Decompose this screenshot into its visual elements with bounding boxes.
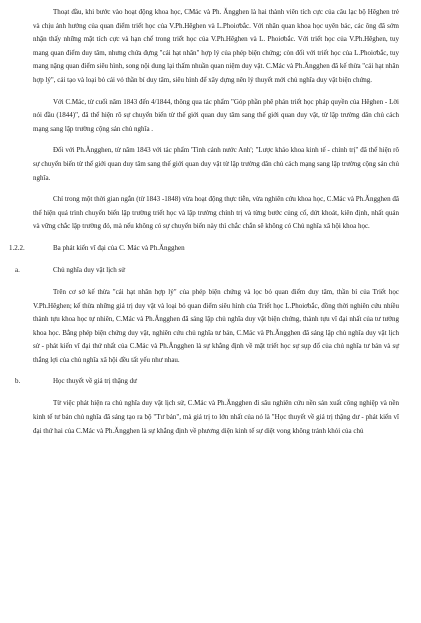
paragraph-engels-transition: Đối với Ph.Ăngghen, từ năm 1843 với tác phẩm 'Tình cảnh nước Anh'; "Lược khảo khoa kinh tế - chính trị" đã thể hiện rõ sự chuyển biến từ thế giới quan duy tâm sang thế giới quan duy vật từ lập trường dân chủ cách mạng sang lập trường cộng sản chủ nghĩa. (33, 146, 399, 182)
section-number: 1.2.2. (9, 243, 25, 252)
paragraph-surplus-value: Từ việc phát hiện ra chủ nghĩa duy vật lịch sử, C.Mác và Ph.Ăngghen đi sâu nghiên cứu nền sản xuất công nghiệp và nền kinh tế tư bản chủ nghĩa đã sáng tạo ra bộ "Tư bản", mà giá trị to lớn nhất của nó là "Học thuyết về giá trị thặng dư - phát kiến vĩ đại thứ hai của C.Mác và Ph.Ăngghen là sự khẳng định về phương diện kinh tế sự diệt vong không tránh khỏi của chủ (33, 399, 399, 435)
subsection-a-heading (15, 264, 399, 276)
section-title: Ba phát kiến vĩ đại của C. Mác và Ph.Ăngghen (53, 243, 185, 252)
section-heading (9, 242, 399, 254)
paragraph-marx-transition: Với C.Mác, từ cuối năm 1843 đến 4/1844, thông qua tác phẩm "Góp phần phê phán triết học pháp quyền của Hêghen - Lời nói đầu (1844)", đã thể hiện rõ sự chuyển biến từ thế giới quan duy tâm sang thế giới quan duy vật, từ lập trường dân chủ cách mạng sang lập trường cộng sản chủ nghĩa . (33, 97, 399, 133)
subsection-b-letter: b. (15, 377, 21, 386)
document-content (9, 6, 399, 446)
subsection-b-heading (15, 375, 399, 387)
paragraph-historical-materialism: Trên cơ sở kế thừa "cái hạt nhân hợp lý" của phép biện chứng và lọc bỏ quan điểm duy tâm, thần bí của Triết học V.Ph.Hêghen; kế thừa những giá trị duy vật và loại bỏ quan điểm siêu hình của Triết học L.Phoiơbắc, đồng thời nghiên cứu nhiều thành tựu khoa học tự nhiên, C.Mác và Ph.Ăngghen đã sáng lập chủ nghĩa duy vật biện chứng, thành tựu vĩ đại nhất của tư tưởng khoa học. Bằng phép biện chứng duy vật, nghiên cứu chủ nghĩa tư bản, C.Mác và Ph.Ăngghen đã sáng lập chủ nghĩa duy vật lịch sử - phát kiến vĩ đại thứ nhất của C.Mác và Ph.Ăngghen là sự khẳng định về mặt triết học sự sụp đổ của chủ nghĩa tư bản và sự thắng lợi của chủ nghĩa xã hội đều tất yếu như nhau. (33, 287, 399, 364)
subsection-a-letter: a. (15, 265, 20, 274)
paragraph-early-activity: Thoạt đầu, khi bước vào hoạt động khoa học, CMác và Ph. Ăngghen là hai thành viên tích cực của câu lạc bộ Hêghen trẻ và chịu ảnh hưởng của quan điểm triết học của V.Ph.Hêghen và L.Phoiơbắc. Với nhãn quan khoa học uyên bác, các ông đã sớm nhận thấy những mặt tích cực và hạn chế trong triết học của V.Ph.Hêghen và L. Phoiơbắc. Với triết học của V.Ph.Hêghen, tuy mang quan điểm duy tâm, nhưng chứa đựng "cái hạt nhân" hợp lý của phép biện chứng; còn đối với triết học của L.Phoiơbắc, tuy mang nặng quan điểm siêu hình, song nội dung lại thấm nhuần quan niệm duy vật. C.Mác và Ph.Ăngghen đã kế thừa "cái hạt nhân hợp lý", cải tạo và loại bỏ cái vỏ thần bí duy tâm, siêu hình để xây dựng nên lý thuyết mới chủ nghĩa duy vật biện chứng. (33, 8, 399, 84)
subsection-b-title: Học thuyết về giá trị thặng dư (53, 377, 137, 386)
paragraph-short-period: Chỉ trong một thời gian ngắn (từ 1843 -1848) vừa hoạt động thực tiễn, vừa nghiên cứu khoa học, C.Mác và Ph.Ăngghen đã thể hiện quá trình chuyển biến lập trường triết học và lập trường chính trị và từng bước củng cố, dứt khoát, kiên định, nhất quán và vững chắc lập trường đó, mà nếu không có sự chuyển biến này thì chắc chắn sẽ không có Chủ nghĩa xã hội khoa học. (33, 195, 399, 231)
subsection-a-title: Chủ nghĩa duy vật lịch sử (53, 265, 126, 274)
